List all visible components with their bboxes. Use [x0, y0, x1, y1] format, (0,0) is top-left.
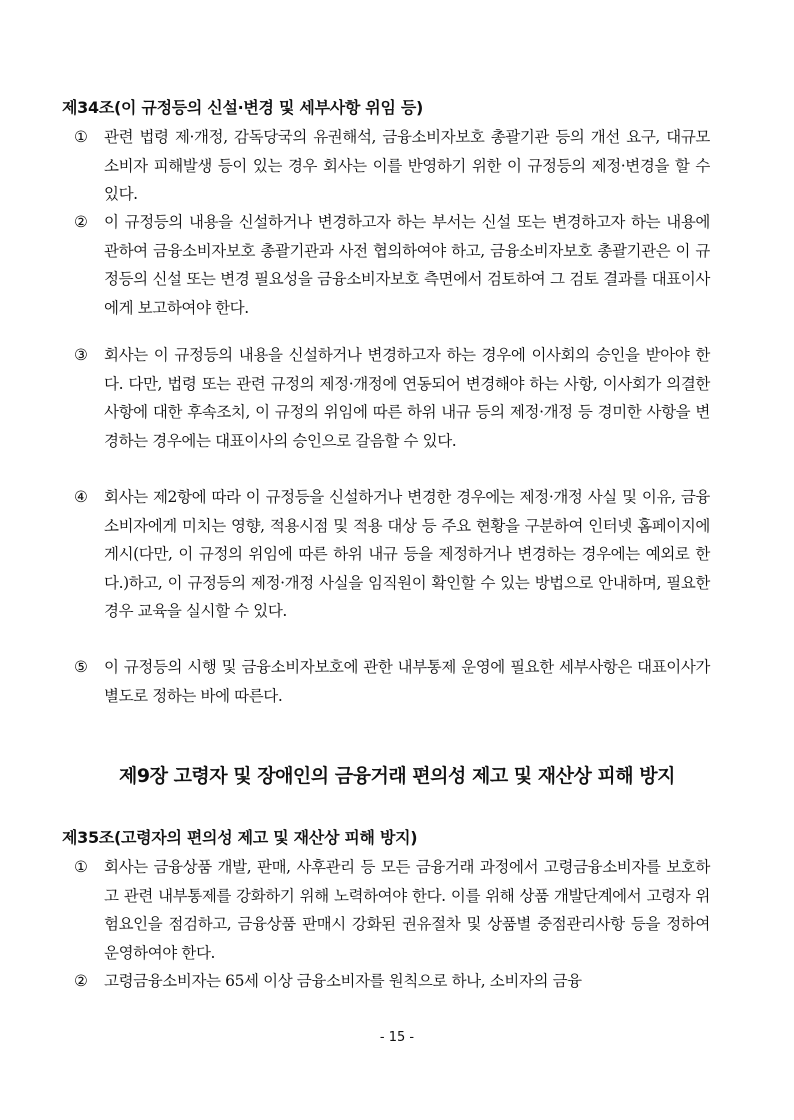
- article-34-title: 제34조(이 규정등의 신설·변경 및 세부사항 위임 등): [62, 98, 424, 117]
- clause-text: 회사는 이 규정등의 내용을 신설하거나 변경하고자 하는 경우에 이사회의 승인을 받아야 한다. 다만, 법령 또는 관련 규정의 제정·개정에 연동되어 변경해야 하는 사항, 이사회가 의결한 사항에 대한 후속조치, 이 규정의 위임에 따른 하위 내규 등의 제정·개정 등 경미한 사항을 변경하는 경우에는 대표이사의 승인으로 갈음할 수 있다.: [104, 346, 710, 450]
- clause-number: ②: [74, 213, 88, 231]
- clause-number: ②: [74, 972, 88, 990]
- article-34-clause-4: [74, 483, 710, 626]
- clause-number: ④: [74, 488, 88, 506]
- clause-number: ①: [74, 128, 88, 146]
- clause-number: ①: [74, 858, 88, 876]
- clause-text: 회사는 제2항에 따라 이 규정등을 신설하거나 변경한 경우에는 제정·개정 사실 및 이유, 금융소비자에게 미치는 영향, 적용시점 및 적용 대상 등 주요 현황을 구분하여 인터넷 홈페이지에 게시(다만, 이 규정의 위임에 따른 하위 내규 등을 제정하거나 변경하는 경우에는 예외로 한다.)하고, 이 규정등의 제정·개정 사실을 임직원이 확인할 수 있는 방법으로 안내하며, 필요한 경우 교육을 실시할 수 있다.: [104, 488, 710, 620]
- clause-number: ③: [74, 346, 88, 364]
- article-34-clause-3: [74, 341, 710, 455]
- clause-number: ⑤: [74, 658, 88, 676]
- article-35-clause-1: [74, 853, 710, 967]
- clause-text: 관련 법령 제·개정, 감독당국의 유권해석, 금융소비자보호 총괄기관 등의 개선 요구, 대규모 소비자 피해발생 등이 있는 경우 회사는 이를 반영하기 위한 이 규정등의 제정·변경을 할 수 있다.: [104, 128, 710, 203]
- article-34-clause-1: [74, 123, 710, 209]
- article-34-clause-5: [74, 653, 710, 710]
- clause-text: 이 규정등의 내용을 신설하거나 변경하고자 하는 부서는 신설 또는 변경하고자 하는 내용에 관하여 금융소비자보호 총괄기관과 사전 협의하여야 하고, 금융소비자보호 총괄기관은 이 규정등의 신설 또는 변경 필요성을 금융소비자보호 측면에서 검토하여 그 검토 결과를 대표이사에게 보고하여야 한다.: [104, 213, 710, 317]
- clause-text: 회사는 금융상품 개발, 판매, 사후관리 등 모든 금융거래 과정에서 고령금융소비자를 보호하고 관련 내부통제를 강화하기 위해 노력하여야 한다. 이를 위해 상품 개발단계에서 고령자 위험요인을 점검하고, 금융상품 판매시 강화된 권유절차 및 상품별 중점관리사항 등을 정하여 운영하여야 한다.: [104, 858, 710, 962]
- clause-text: 고령금융소비자는 65세 이상 금융소비자를 원칙으로 하나, 소비자의 금융: [104, 972, 582, 990]
- article-35-title: 제35조(고령자의 편의성 제고 및 재산상 피해 방지): [62, 828, 418, 847]
- clause-text: 이 규정등의 시행 및 금융소비자보호에 관한 내부통제 운영에 필요한 세부사항은 대표이사가 별도로 정하는 바에 따른다.: [104, 658, 710, 705]
- article-34-clause-2: [74, 208, 710, 322]
- chapter-9-title: 제9장 고령자 및 장애인의 금융거래 편의성 제고 및 재산상 피해 방지: [119, 765, 675, 787]
- article-35-clause-2: [74, 967, 710, 996]
- page-number: - 15 -: [379, 1030, 415, 1045]
